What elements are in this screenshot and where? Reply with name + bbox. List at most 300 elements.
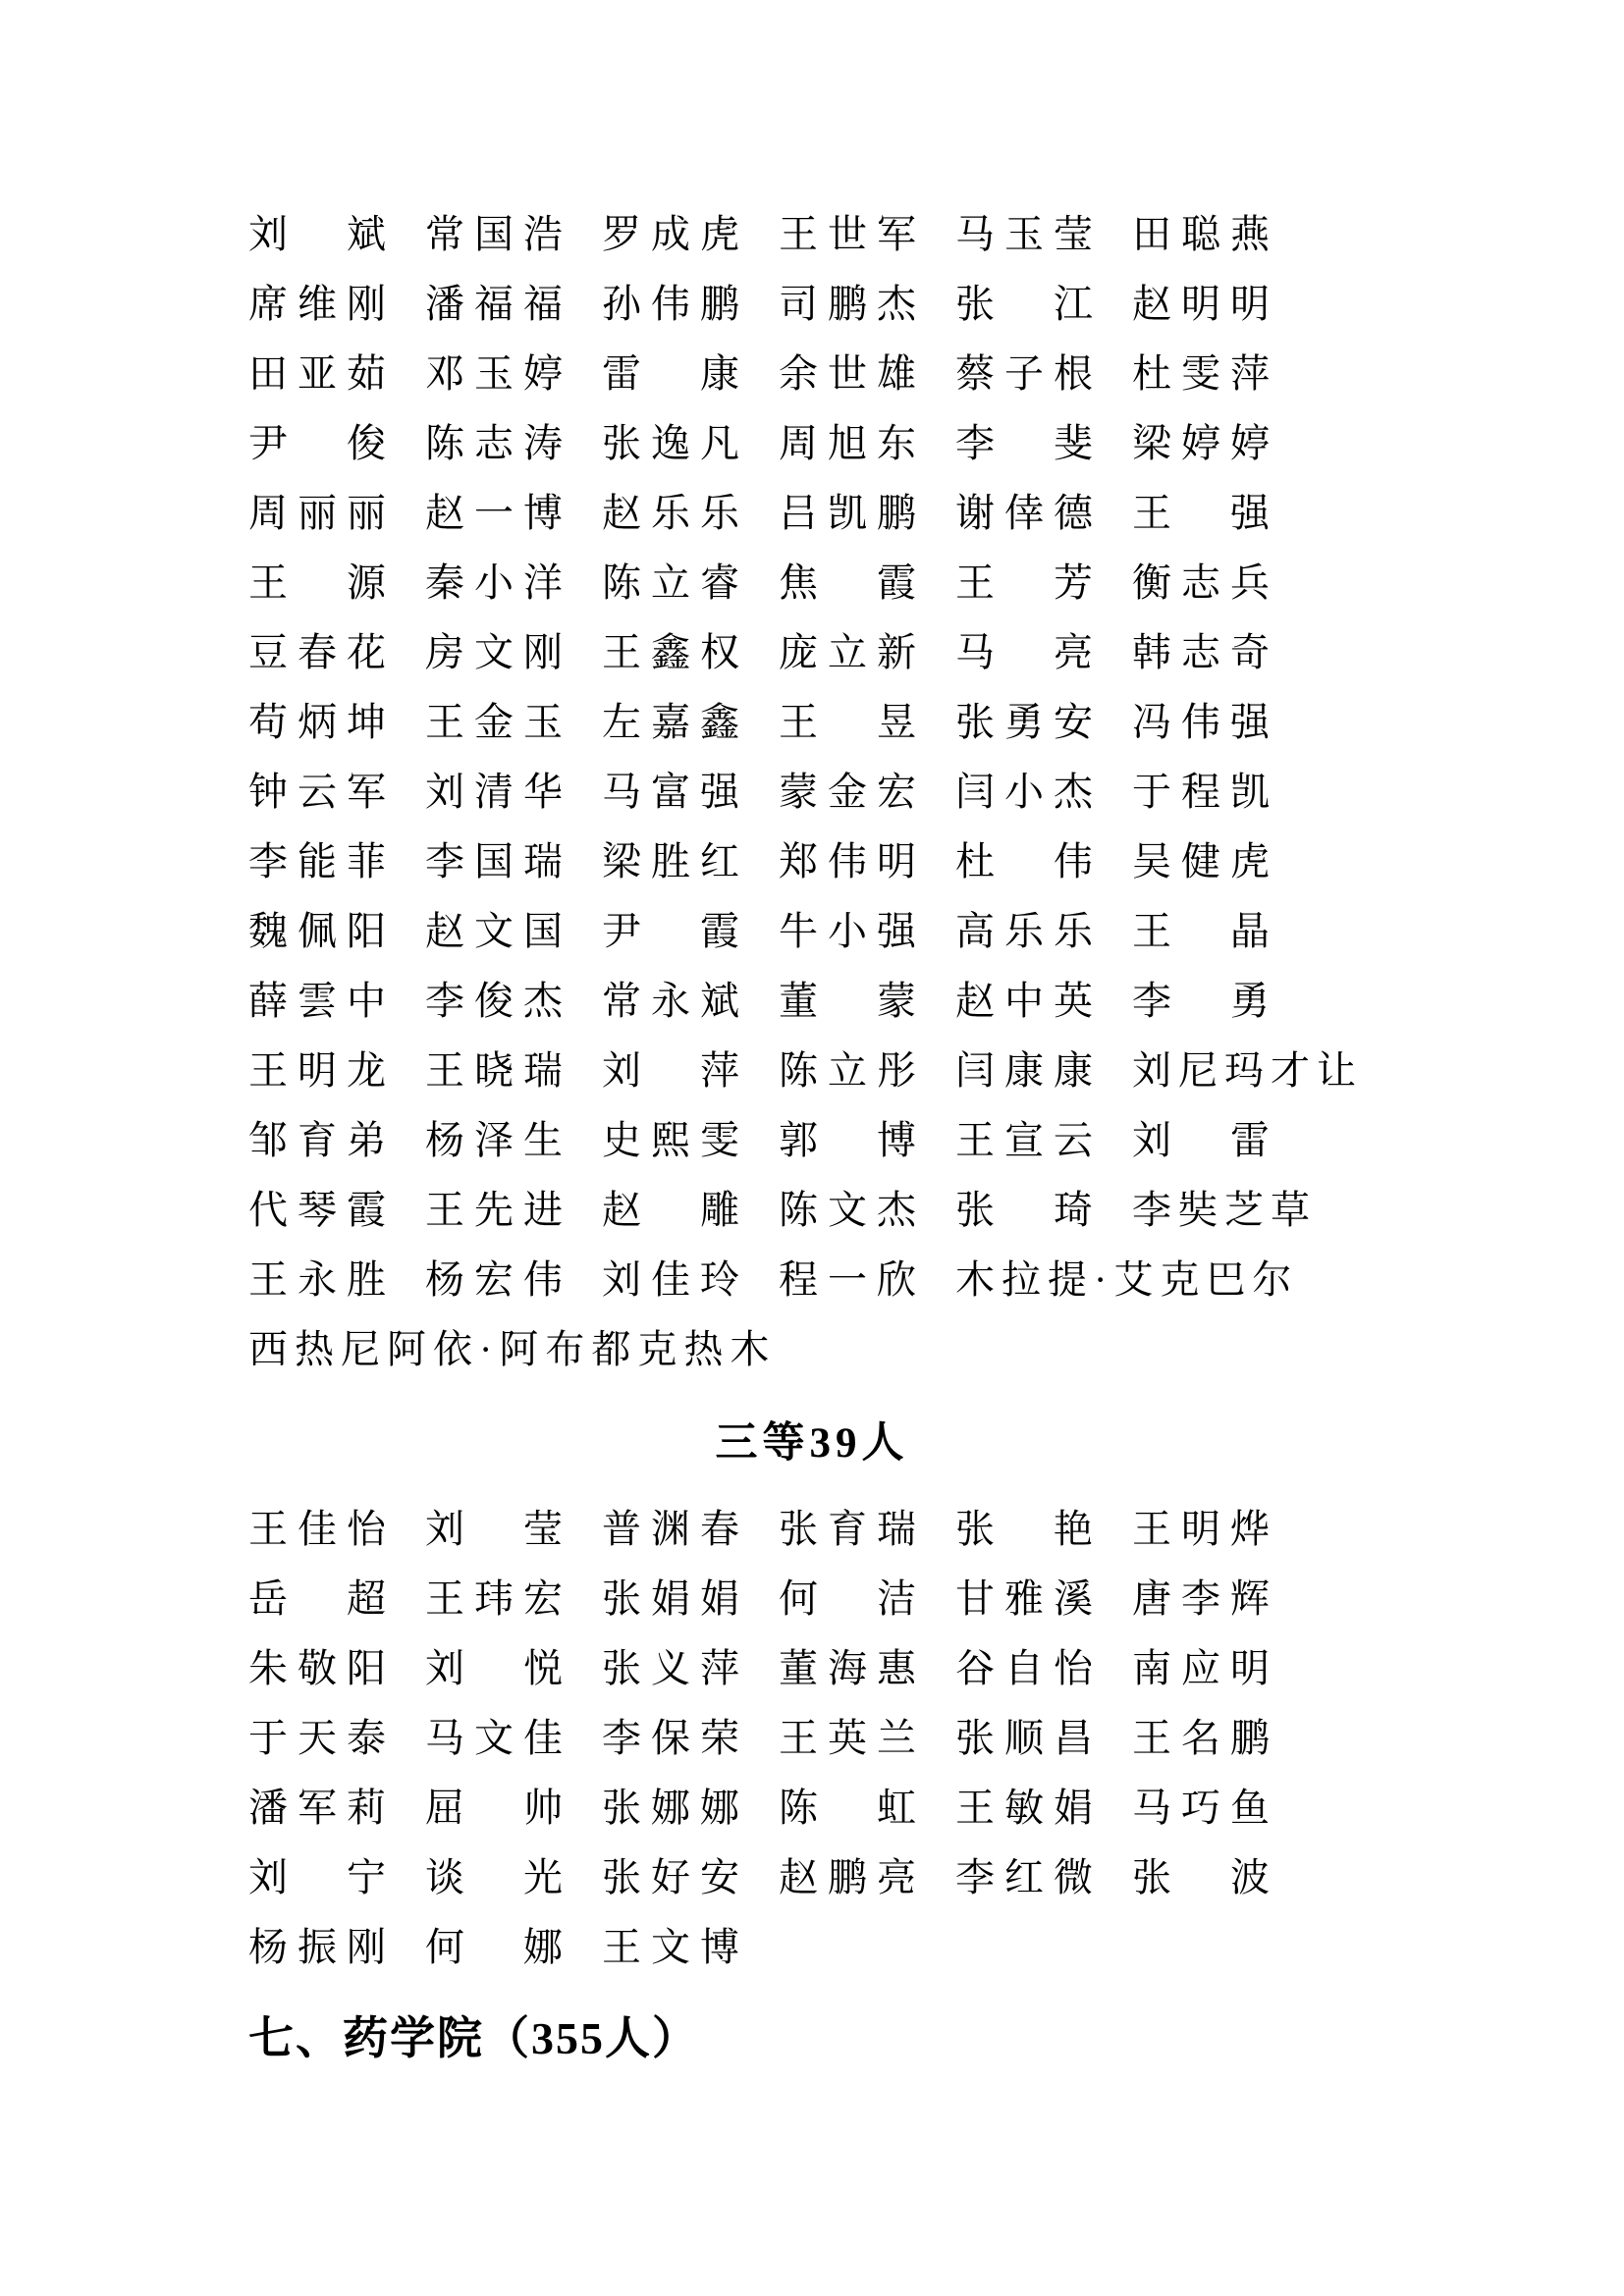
- name-row: [248, 617, 1526, 687]
- name-row: [248, 687, 1526, 757]
- person-name-char: 勇: [1230, 978, 1270, 1023]
- person-name-char: 俊: [347, 420, 386, 465]
- person-name: [955, 1785, 1093, 1830]
- person-name-char: 乐: [700, 490, 739, 535]
- person-name-char: 赵: [1132, 281, 1171, 326]
- person-name-char: 文: [651, 1924, 690, 1969]
- person-name: [779, 420, 916, 465]
- person-name-char: 志: [1181, 629, 1220, 674]
- person-name: [248, 978, 386, 1023]
- person-name-char: 王: [248, 1047, 288, 1093]
- person-name: [248, 1506, 386, 1551]
- person-name-char: 虎: [700, 211, 739, 256]
- person-name-char: 雯: [1181, 350, 1220, 396]
- person-name: [1132, 1854, 1270, 1899]
- person-name: [955, 1506, 1093, 1551]
- person-name-char: 宣: [1004, 1117, 1044, 1162]
- person-name-char: 司: [779, 281, 818, 326]
- person-name: [248, 211, 386, 256]
- person-name-char: 屈: [425, 1785, 464, 1830]
- person-name: [1132, 1715, 1270, 1760]
- name-row: [248, 896, 1526, 966]
- person-name-char: 赵: [955, 978, 995, 1023]
- person-name: [248, 1924, 386, 1969]
- person-name-char: 张: [602, 1785, 641, 1830]
- person-name-char: 应: [1181, 1645, 1220, 1690]
- person-name-char: 花: [347, 629, 386, 674]
- person-name-char: 博: [877, 1117, 916, 1162]
- person-name-char: 刚: [523, 629, 563, 674]
- person-name: [955, 699, 1093, 744]
- person-name-char: 刘: [425, 769, 464, 814]
- person-name-char: 蔡: [955, 350, 995, 396]
- person-name: [425, 1187, 563, 1232]
- person-name-char: 尹: [248, 420, 288, 465]
- person-name-char: 甘: [955, 1575, 995, 1621]
- person-name-char: 文: [474, 908, 514, 953]
- person-name-char: 溪: [1054, 1575, 1093, 1621]
- person-name-char: 岳: [248, 1575, 288, 1621]
- person-name: [602, 838, 739, 883]
- person-name: [602, 1924, 739, 1969]
- person-name-char: 田: [1132, 211, 1171, 256]
- person-name-char: 张: [602, 420, 641, 465]
- person-name-char: 刘: [425, 1506, 464, 1551]
- person-name: [425, 1256, 563, 1302]
- person-name-char: 鹏: [877, 490, 916, 535]
- person-name-char: 雕: [700, 1187, 739, 1232]
- person-name-char: 陈: [779, 1187, 818, 1232]
- person-name-char: 刘: [425, 1645, 464, 1690]
- person-name-char: 萍: [700, 1047, 739, 1093]
- person-name-char: 谢: [955, 490, 995, 535]
- person-name-char: 邓: [425, 350, 464, 396]
- person-name-char: 杜: [955, 838, 995, 883]
- person-name-char: 宏: [474, 1256, 514, 1302]
- person-name: [779, 1645, 916, 1690]
- person-name: [248, 908, 386, 953]
- person-name-char: 立: [828, 629, 867, 674]
- person-name-char: 娜: [700, 1785, 739, 1830]
- person-name: [955, 908, 1093, 953]
- person-name-char: 明: [1181, 281, 1220, 326]
- person-name-char: 保: [651, 1715, 690, 1760]
- person-name-char: 杜: [1132, 350, 1171, 396]
- person-name-char: 刚: [347, 281, 386, 326]
- person-name-char: 阳: [347, 1645, 386, 1690]
- person-name-char: 伟: [523, 1256, 563, 1302]
- person-name-char: 云: [298, 769, 337, 814]
- person-name-char: 怡: [347, 1506, 386, 1551]
- person-name-char: 鹏: [1230, 1715, 1270, 1760]
- person-name-char: 马: [955, 629, 995, 674]
- name-row: [248, 1773, 1526, 1842]
- person-name-char: 娟: [651, 1575, 690, 1621]
- person-name-char: 佳: [523, 1715, 563, 1760]
- person-name: [602, 1575, 739, 1621]
- person-name-char: 红: [700, 838, 739, 883]
- person-name-char: 娜: [523, 1924, 563, 1969]
- person-name-char: 王: [425, 1187, 464, 1232]
- person-name-char: 雷: [602, 350, 641, 396]
- person-name-char: 安: [1054, 699, 1093, 744]
- person-name-char: 马: [602, 769, 641, 814]
- person-name-char: 张: [602, 1575, 641, 1621]
- person-name-char: 立: [651, 560, 690, 605]
- person-name-char: 马: [1132, 1785, 1171, 1830]
- person-name-char: 焦: [779, 560, 818, 605]
- person-name: [955, 1575, 1093, 1621]
- person-name-char: 婷: [1181, 420, 1220, 465]
- name-row: [248, 1633, 1526, 1703]
- person-name-char: 富: [651, 769, 690, 814]
- person-name: [425, 490, 563, 535]
- person-name: [425, 1047, 563, 1093]
- person-name-char: 王: [955, 560, 995, 605]
- person-name-char: 清: [474, 769, 514, 814]
- person-name-char: 吕: [779, 490, 818, 535]
- person-name: [779, 1047, 916, 1093]
- person-name-char: 霞: [877, 560, 916, 605]
- person-name-char: 永: [651, 978, 690, 1023]
- person-name-char: 谈: [425, 1854, 464, 1899]
- person-name-char: 凡: [700, 420, 739, 465]
- person-name-char: 张: [955, 1715, 995, 1760]
- person-name-char: 婷: [1230, 420, 1270, 465]
- person-name: [955, 281, 1093, 326]
- person-name: [425, 1506, 563, 1551]
- person-name-char: 董: [779, 978, 818, 1023]
- person-name: [779, 490, 916, 535]
- person-name: [602, 211, 739, 256]
- person-name: [955, 978, 1093, 1023]
- person-name-char: 朱: [248, 1645, 288, 1690]
- person-name-char: 赵: [425, 908, 464, 953]
- person-name-char: 能: [298, 838, 337, 883]
- person-name-char: 超: [347, 1575, 386, 1621]
- person-name-char: 张: [602, 1854, 641, 1899]
- person-name-char: 小: [474, 560, 514, 605]
- person-name-char: 张: [955, 1506, 995, 1551]
- person-name-char: 世: [828, 350, 867, 396]
- person-name-char: 雯: [700, 1117, 739, 1162]
- person-name: [425, 560, 563, 605]
- person-name-char: 刘: [1132, 1117, 1171, 1162]
- person-name: [779, 281, 916, 326]
- person-name-char: 根: [1054, 350, 1093, 396]
- person-name: [425, 350, 563, 396]
- name-row: [248, 478, 1526, 548]
- person-name-char: 乐: [1004, 908, 1044, 953]
- person-name: [248, 490, 386, 535]
- person-name-char: 勇: [1004, 699, 1044, 744]
- person-name-char: 奇: [1230, 629, 1270, 674]
- person-name-char: 代: [248, 1187, 288, 1232]
- person-name: [602, 629, 739, 674]
- person-name: [248, 560, 386, 605]
- person-name-char: 金: [474, 699, 514, 744]
- person-name-char: 惠: [877, 1645, 916, 1690]
- person-name-char: 敏: [1004, 1785, 1044, 1830]
- person-name-char: 倖: [1004, 490, 1044, 535]
- person-name-char: 聪: [1181, 211, 1220, 256]
- person-name-char: 乐: [651, 490, 690, 535]
- person-name-char: 怡: [1054, 1645, 1093, 1690]
- person-name-char: 一: [828, 1256, 867, 1302]
- person-name: [779, 1715, 916, 1760]
- person-name-char: 衡: [1132, 560, 1171, 605]
- person-name: [955, 1715, 1093, 1760]
- person-name-char: 维: [298, 281, 337, 326]
- person-name-char: 刘: [248, 211, 288, 256]
- person-name-char: 冯: [1132, 699, 1171, 744]
- person-name-char: 王: [1132, 908, 1171, 953]
- person-name-char: 伟: [651, 281, 690, 326]
- person-name-char: 郑: [779, 838, 818, 883]
- person-name-char: 刘: [602, 1256, 641, 1302]
- person-name-char: 婷: [523, 350, 563, 396]
- person-name-char: 强: [877, 908, 916, 953]
- person-name: 刘尼玛才让: [1132, 1047, 1363, 1093]
- person-name-char: 成: [651, 211, 690, 256]
- person-name-char: 赵: [425, 490, 464, 535]
- person-name-char: 魏: [248, 908, 288, 953]
- person-name-char: 鹏: [828, 281, 867, 326]
- person-name-char: 王: [602, 629, 641, 674]
- person-name: [602, 281, 739, 326]
- person-name: [602, 1645, 739, 1690]
- person-name-char: 玉: [523, 699, 563, 744]
- person-name-char: 于: [248, 1715, 288, 1760]
- person-name-char: 霞: [700, 908, 739, 953]
- person-name: [248, 1854, 386, 1899]
- person-name: [1132, 1785, 1270, 1830]
- person-name-char: 王: [425, 1575, 464, 1621]
- person-name: [602, 490, 739, 535]
- person-name: [602, 1785, 739, 1830]
- person-name-char: 陈: [602, 560, 641, 605]
- person-name: [425, 1645, 563, 1690]
- person-name-char: 天: [298, 1715, 337, 1760]
- person-name-char: 梁: [602, 838, 641, 883]
- person-name-char: 张: [1132, 1854, 1171, 1899]
- person-name-char: 强: [700, 769, 739, 814]
- person-name-char: 杰: [1054, 769, 1093, 814]
- person-name-char: 明: [877, 838, 916, 883]
- person-name-char: 萍: [700, 1645, 739, 1690]
- person-name: [955, 838, 1093, 883]
- person-name: [1132, 838, 1270, 883]
- person-name-char: 李: [955, 1854, 995, 1899]
- person-name-char: 杨: [425, 1256, 464, 1302]
- person-name: [779, 1187, 916, 1232]
- person-name-char: 娟: [700, 1575, 739, 1621]
- person-name: [779, 560, 916, 605]
- person-name-char: 王: [248, 1256, 288, 1302]
- person-name: [602, 350, 739, 396]
- person-name-char: 辉: [1230, 1575, 1270, 1621]
- person-name: [779, 1506, 916, 1551]
- person-name: [955, 1854, 1093, 1899]
- person-name-char: 玲: [700, 1256, 739, 1302]
- person-name-char: 芳: [1054, 560, 1093, 605]
- person-name-char: 余: [779, 350, 818, 396]
- person-name: [425, 1715, 563, 1760]
- person-name-char: 福: [523, 281, 563, 326]
- person-name: [1132, 1575, 1270, 1621]
- person-name-char: 鱼: [1230, 1785, 1270, 1830]
- person-name-char: 李: [602, 1715, 641, 1760]
- person-name-char: 晓: [474, 1047, 514, 1093]
- person-name-char: 江: [1054, 281, 1093, 326]
- person-name-char: 权: [700, 629, 739, 674]
- person-name-char: 乐: [1054, 908, 1093, 953]
- person-name-char: 晶: [1230, 908, 1270, 953]
- person-name-char: 王: [1132, 490, 1171, 535]
- person-name-char: 帅: [523, 1785, 563, 1830]
- person-name: [425, 1924, 563, 1969]
- person-name-char: 何: [425, 1924, 464, 1969]
- name-row: [248, 269, 1526, 339]
- person-name-char: 王: [779, 211, 818, 256]
- person-name-char: 金: [828, 769, 867, 814]
- person-name-char: 育: [828, 1506, 867, 1551]
- person-name-char: 常: [602, 978, 641, 1023]
- person-name-char: 小: [1004, 769, 1044, 814]
- person-name: [602, 1715, 739, 1760]
- person-name-char: 国: [523, 908, 563, 953]
- person-name-char: 亚: [298, 350, 337, 396]
- person-name-char: 邹: [248, 1117, 288, 1162]
- person-name-char: 雲: [298, 978, 337, 1023]
- person-name-char: 王: [1132, 1715, 1171, 1760]
- person-name-char: 强: [1230, 490, 1270, 535]
- person-name-char: 丽: [347, 490, 386, 535]
- person-name-char: 菲: [347, 838, 386, 883]
- person-name-char: 春: [298, 629, 337, 674]
- person-name-char: 弟: [347, 1117, 386, 1162]
- person-name: [602, 769, 739, 814]
- person-name-char: 世: [828, 211, 867, 256]
- person-name-char: 莉: [347, 1785, 386, 1830]
- person-name-char: 熙: [651, 1117, 690, 1162]
- person-name-char: 自: [1004, 1645, 1044, 1690]
- person-name-char: 兵: [1230, 560, 1270, 605]
- person-name-char: 昌: [1054, 1715, 1093, 1760]
- person-name-char: 于: [1132, 769, 1171, 814]
- person-name: [248, 1047, 386, 1093]
- person-name-char: 赵: [779, 1854, 818, 1899]
- person-name-char: 文: [828, 1187, 867, 1232]
- person-name: [955, 560, 1093, 605]
- person-name-char: 志: [474, 420, 514, 465]
- person-name-char: 蒙: [877, 978, 916, 1023]
- person-name-char: 唐: [1132, 1575, 1171, 1621]
- person-name-char: 敬: [298, 1645, 337, 1690]
- person-name-char: 史: [602, 1117, 641, 1162]
- person-name: [602, 420, 739, 465]
- person-name-char: 何: [779, 1575, 818, 1621]
- person-name-char: 玉: [474, 350, 514, 396]
- person-name-char: 德: [1054, 490, 1093, 535]
- person-name-char: 杨: [425, 1117, 464, 1162]
- person-name-char: 罗: [602, 211, 641, 256]
- name-row: [248, 757, 1526, 827]
- third-class-name-grid: [248, 1494, 1526, 1982]
- person-name-char: 刘: [602, 1047, 641, 1093]
- person-name-char: 海: [828, 1645, 867, 1690]
- person-name-char: 赵: [602, 1187, 641, 1232]
- person-name-char: 王: [955, 1117, 995, 1162]
- person-name-char: 庞: [779, 629, 818, 674]
- person-name: [425, 1785, 563, 1830]
- person-name-char: 伟: [1181, 699, 1220, 744]
- person-name-char: 丽: [298, 490, 337, 535]
- person-name-char: 郭: [779, 1117, 818, 1162]
- person-name: [1132, 490, 1270, 535]
- person-name: [955, 1187, 1093, 1232]
- person-name-char: 悦: [523, 1645, 563, 1690]
- person-name-char: 军: [877, 211, 916, 256]
- person-name: [779, 629, 916, 674]
- person-name-char: 子: [1004, 350, 1044, 396]
- person-name-char: 艳: [1054, 1506, 1093, 1551]
- person-name: [779, 1854, 916, 1899]
- person-name-char: 王: [425, 699, 464, 744]
- person-name: [602, 699, 739, 744]
- person-name: [955, 769, 1093, 814]
- person-name-char: 斌: [700, 978, 739, 1023]
- person-name: [248, 838, 386, 883]
- person-name-char: 胜: [651, 838, 690, 883]
- person-name-char: 王: [779, 699, 818, 744]
- person-name-char: 雅: [1004, 1575, 1044, 1621]
- person-name-char: 娟: [1054, 1785, 1093, 1830]
- person-name-char: 潘: [425, 281, 464, 326]
- person-name-char: 康: [1054, 1047, 1093, 1093]
- person-name-char: 健: [1181, 838, 1220, 883]
- name-row: [248, 1842, 1526, 1912]
- person-name-char: 光: [523, 1854, 563, 1899]
- person-name-char: 李: [425, 838, 464, 883]
- person-name-char: 莹: [523, 1506, 563, 1551]
- person-name-char: 鑫: [651, 629, 690, 674]
- person-name: [425, 1117, 563, 1162]
- person-name: [248, 1256, 386, 1302]
- person-name-char: 佳: [298, 1506, 337, 1551]
- person-name-char: 周: [779, 420, 818, 465]
- person-name-char: 豆: [248, 629, 288, 674]
- person-name-char: 王: [1132, 1506, 1171, 1551]
- person-name-char: 鹏: [700, 281, 739, 326]
- person-name-char: 燕: [1230, 211, 1270, 256]
- person-name-char: 荣: [700, 1715, 739, 1760]
- person-name: [248, 1187, 386, 1232]
- person-name-char: 普: [602, 1506, 641, 1551]
- person-name: [248, 1715, 386, 1760]
- person-name-char: 一: [474, 490, 514, 535]
- name-row: [248, 408, 1526, 478]
- person-name-char: 李: [248, 838, 288, 883]
- person-name-char: 张: [955, 281, 995, 326]
- person-name-char: 孙: [602, 281, 641, 326]
- person-name: [602, 1117, 739, 1162]
- person-name-char: 萍: [1230, 350, 1270, 396]
- person-name: 李奘芝草: [1132, 1187, 1317, 1232]
- person-name-char: 顺: [1004, 1715, 1044, 1760]
- person-name-char: 坤: [347, 699, 386, 744]
- person-name-char: 佳: [651, 1256, 690, 1302]
